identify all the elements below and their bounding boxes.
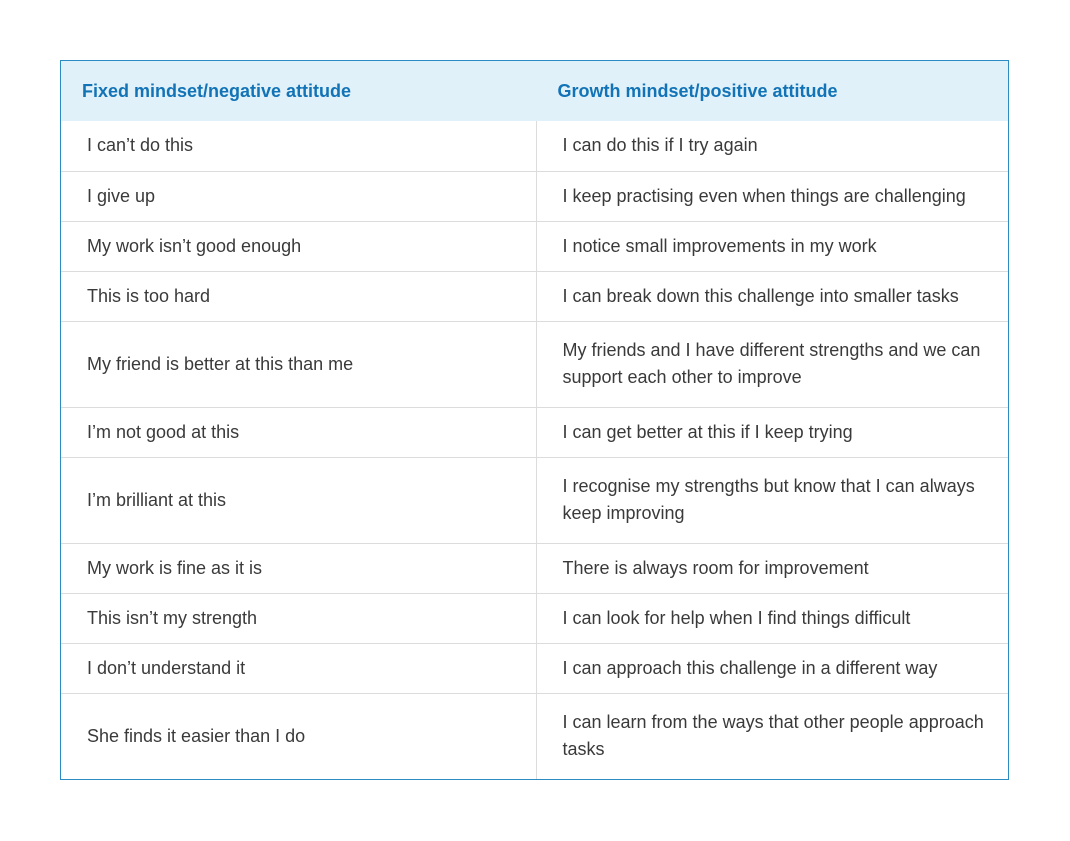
growth-mindset-cell: I can learn from the ways that other people approach tasks: [536, 693, 1008, 779]
table-row: [61, 593, 1008, 643]
growth-mindset-cell: I can get better at this if I keep trying: [536, 407, 1008, 457]
header-growth-mindset: Growth mindset/positive attitude: [536, 61, 1008, 121]
fixed-mindset-cell: I’m not good at this: [61, 407, 536, 457]
table-row: [61, 221, 1008, 271]
fixed-mindset-cell: I can’t do this: [87, 135, 194, 156]
fixed-mindset-cell: I’m brilliant at this: [61, 457, 536, 543]
table-row: [61, 643, 1008, 693]
fixed-mindset-cell: This is too hard: [61, 271, 536, 321]
fixed-mindset-cell: My work is fine as it is: [61, 543, 536, 593]
table-row: [61, 407, 1008, 457]
table-row: [61, 693, 1008, 779]
table-row: [61, 457, 1008, 543]
fixed-mindset-cell: I don’t understand it: [61, 643, 536, 693]
header-row: [61, 61, 1008, 121]
table-body: [61, 121, 1008, 779]
growth-mindset-cell: My friends and I have different strengths and we can support each other to improve: [536, 321, 1008, 407]
growth-mindset-cell: I keep practising even when things are challenging: [536, 171, 1008, 221]
fixed-mindset-cell: I give up: [61, 171, 536, 221]
table-row: [61, 121, 1008, 171]
fixed-mindset-cell: This isn’t my strength: [61, 593, 536, 643]
growth-mindset-cell: I notice small improvements in my work: [536, 221, 1008, 271]
fixed-mindset-cell: My friend is better at this than me: [61, 321, 536, 407]
fixed-mindset-cell: My work isn’t good enough: [61, 221, 536, 271]
table-row: [61, 171, 1008, 221]
growth-mindset-cell: There is always room for improvement: [536, 543, 1008, 593]
fixed-mindset-cell: She finds it easier than I do: [61, 693, 536, 779]
growth-mindset-cell: I recognise my strengths but know that I can always keep improving: [536, 457, 1008, 543]
table-row: [61, 321, 1008, 407]
table-row: [61, 271, 1008, 321]
table-row: [61, 543, 1008, 593]
growth-mindset-cell: I can approach this challenge in a different way: [536, 643, 1008, 693]
growth-mindset-cell: I can look for help when I find things difficult: [536, 593, 1008, 643]
growth-mindset-cell: I can do this if I try again: [536, 121, 1008, 171]
growth-mindset-cell: I can break down this challenge into smaller tasks: [536, 271, 1008, 321]
table-header: [61, 61, 1008, 121]
mindset-table: [61, 61, 1008, 779]
mindset-table-container: [60, 60, 1009, 780]
header-fixed-mindset: Fixed mindset/negative attitude: [61, 61, 536, 121]
